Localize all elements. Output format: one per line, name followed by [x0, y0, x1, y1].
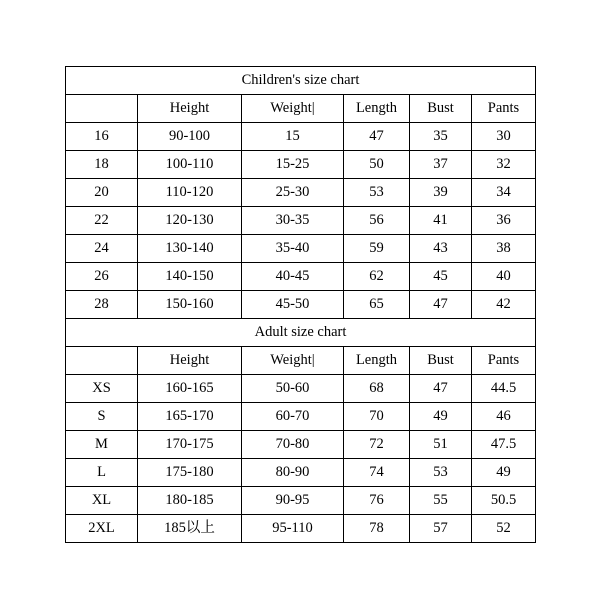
cell-size: M	[66, 431, 138, 459]
header-height: Height	[138, 95, 242, 123]
cell-bust: 41	[410, 207, 472, 235]
cell-weight: 60-70	[242, 403, 344, 431]
cell-bust: 35	[410, 123, 472, 151]
children-size-chart-container	[65, 66, 535, 319]
children-size-chart-table	[65, 66, 536, 319]
table-row	[66, 515, 536, 543]
cell-pants: 42	[472, 291, 536, 319]
table-row	[66, 207, 536, 235]
cell-bust: 55	[410, 487, 472, 515]
cell-pants: 34	[472, 179, 536, 207]
cell-length: 59	[344, 235, 410, 263]
header-length: Length	[344, 95, 410, 123]
header-size	[66, 347, 138, 375]
table-row	[66, 123, 536, 151]
header-bust: Bust	[410, 95, 472, 123]
cell-pants: 52	[472, 515, 536, 543]
table-row	[66, 263, 536, 291]
table-row	[66, 459, 536, 487]
header-bust: Bust	[410, 347, 472, 375]
header-pants: Pants	[472, 95, 536, 123]
cell-size: XL	[66, 487, 138, 515]
cell-pants: 47.5	[472, 431, 536, 459]
cell-size: 16	[66, 123, 138, 151]
table-row	[66, 235, 536, 263]
cell-length: 72	[344, 431, 410, 459]
table-row	[66, 375, 536, 403]
cell-size: 24	[66, 235, 138, 263]
cell-length: 78	[344, 515, 410, 543]
cell-weight: 45-50	[242, 291, 344, 319]
cell-bust: 43	[410, 235, 472, 263]
cell-height: 140-150	[138, 263, 242, 291]
cell-bust: 47	[410, 291, 472, 319]
header-height: Height	[138, 347, 242, 375]
header-length: Length	[344, 347, 410, 375]
header-weight: Weight|	[242, 347, 344, 375]
adult-chart-title: Adult size chart	[66, 319, 536, 347]
cell-weight: 30-35	[242, 207, 344, 235]
table-header-row	[66, 95, 536, 123]
cell-weight: 15	[242, 123, 344, 151]
cell-length: 56	[344, 207, 410, 235]
cell-height: 120-130	[138, 207, 242, 235]
cell-height: 100-110	[138, 151, 242, 179]
cell-bust: 49	[410, 403, 472, 431]
cell-length: 47	[344, 123, 410, 151]
cell-weight: 95-110	[242, 515, 344, 543]
adult-size-chart-table	[65, 318, 536, 543]
cell-length: 68	[344, 375, 410, 403]
cell-size: S	[66, 403, 138, 431]
header-weight: Weight|	[242, 95, 344, 123]
cell-size: 26	[66, 263, 138, 291]
cell-pants: 40	[472, 263, 536, 291]
cell-weight: 15-25	[242, 151, 344, 179]
cell-weight: 40-45	[242, 263, 344, 291]
cell-height: 165-170	[138, 403, 242, 431]
cell-height: 185以上	[138, 515, 242, 543]
cell-weight: 25-30	[242, 179, 344, 207]
cell-length: 74	[344, 459, 410, 487]
cell-size: 28	[66, 291, 138, 319]
cell-bust: 53	[410, 459, 472, 487]
cell-weight: 50-60	[242, 375, 344, 403]
cell-bust: 47	[410, 375, 472, 403]
chart-title-row	[66, 67, 536, 95]
cell-size: XS	[66, 375, 138, 403]
cell-height: 110-120	[138, 179, 242, 207]
table-header-row	[66, 347, 536, 375]
cell-height: 130-140	[138, 235, 242, 263]
cell-weight: 70-80	[242, 431, 344, 459]
cell-length: 50	[344, 151, 410, 179]
cell-weight: 80-90	[242, 459, 344, 487]
chart-title-row	[66, 319, 536, 347]
cell-size: 2XL	[66, 515, 138, 543]
cell-size: L	[66, 459, 138, 487]
adult-size-chart-container	[65, 318, 535, 543]
cell-height: 175-180	[138, 459, 242, 487]
table-row	[66, 403, 536, 431]
cell-pants: 49	[472, 459, 536, 487]
cell-length: 53	[344, 179, 410, 207]
cell-height: 160-165	[138, 375, 242, 403]
cell-weight: 90-95	[242, 487, 344, 515]
cell-bust: 37	[410, 151, 472, 179]
table-row	[66, 179, 536, 207]
header-size	[66, 95, 138, 123]
cell-height: 150-160	[138, 291, 242, 319]
cell-size: 22	[66, 207, 138, 235]
cell-length: 70	[344, 403, 410, 431]
cell-pants: 32	[472, 151, 536, 179]
cell-pants: 38	[472, 235, 536, 263]
cell-height: 180-185	[138, 487, 242, 515]
cell-bust: 57	[410, 515, 472, 543]
table-row	[66, 151, 536, 179]
table-row	[66, 487, 536, 515]
cell-pants: 44.5	[472, 375, 536, 403]
cell-weight: 35-40	[242, 235, 344, 263]
header-pants: Pants	[472, 347, 536, 375]
cell-bust: 51	[410, 431, 472, 459]
cell-pants: 46	[472, 403, 536, 431]
cell-height: 90-100	[138, 123, 242, 151]
cell-bust: 45	[410, 263, 472, 291]
table-row	[66, 291, 536, 319]
cell-pants: 36	[472, 207, 536, 235]
cell-pants: 50.5	[472, 487, 536, 515]
children-chart-title: Children's size chart	[66, 67, 536, 95]
cell-bust: 39	[410, 179, 472, 207]
cell-length: 62	[344, 263, 410, 291]
cell-size: 18	[66, 151, 138, 179]
cell-size: 20	[66, 179, 138, 207]
cell-pants: 30	[472, 123, 536, 151]
cell-height: 170-175	[138, 431, 242, 459]
cell-length: 76	[344, 487, 410, 515]
table-row	[66, 431, 536, 459]
cell-length: 65	[344, 291, 410, 319]
